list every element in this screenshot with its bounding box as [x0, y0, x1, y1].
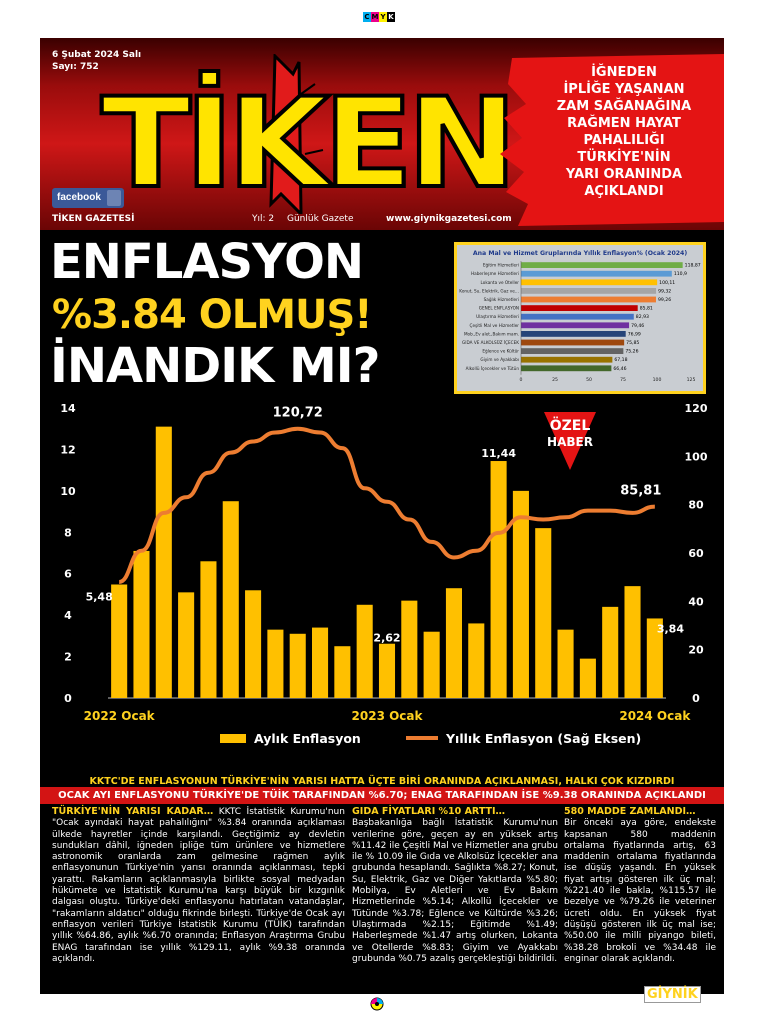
left-axis-tick: 8 — [64, 526, 72, 540]
inset-bar — [521, 348, 623, 354]
article-column — [564, 806, 716, 965]
left-axis-tick: 4 — [64, 609, 72, 623]
inset-value-label: 76,99 — [627, 332, 641, 338]
headline-line-1: ENFLASYON — [50, 234, 364, 290]
inset-category-label: Eğitim Hizmetleri — [482, 262, 519, 268]
right-axis-tick: 120 — [684, 402, 708, 415]
inset-value-label: 66,46 — [613, 366, 627, 372]
data-label: 85,81 — [620, 483, 662, 499]
monthly-bar — [401, 601, 417, 698]
inset-bar — [521, 357, 612, 363]
monthly-bar — [446, 588, 462, 698]
side-headline-line: TÜRKİYE'NİN — [577, 150, 671, 165]
monthly-bar — [245, 590, 261, 698]
logo-text: TİKEN — [101, 72, 487, 214]
monthly-bar — [468, 623, 484, 698]
inset-value-label: 67,18 — [614, 358, 628, 364]
x-axis-tick: 2023 Ocak — [351, 709, 423, 723]
inset-chart — [454, 242, 706, 394]
inset-value-label: 118,87 — [684, 263, 701, 269]
inset-category-label: Sağlık Hizmetleri — [483, 297, 519, 302]
inset-category-label: Giyim ve Ayakkabı — [480, 357, 519, 363]
monthly-bar — [491, 461, 507, 698]
legend-label: Aylık Enflasyon — [254, 731, 361, 746]
monthly-bar — [580, 659, 596, 698]
data-label: 120,72 — [272, 405, 323, 421]
subheadline-yellow: KKTC'DE ENFLASYONUN TÜRKİYE'NİN YARISI HATTA ÜÇTE BİRİ ORANINDA AÇIKLANMASI, HALKI ÇOK KIZDIRDI — [89, 776, 675, 787]
inset-value-label: 79,46 — [631, 323, 645, 329]
left-axis-tick: 2 — [64, 650, 72, 664]
right-axis-tick: 100 — [684, 450, 708, 464]
data-label: 11,44 — [481, 447, 516, 461]
inset-tick-label: 25 — [552, 377, 558, 383]
cmyk-c: C — [364, 13, 370, 21]
monthly-bar — [223, 501, 239, 698]
monthly-bar — [267, 630, 283, 698]
monthly-bar — [558, 630, 574, 698]
subheadline-red-bar: OCAK AYI ENFLASYONU TÜRKİYE'DE TÜİK TARAFINDAN %6.70; ENAG TARAFINDAN İSE %9.38 ORANINDA AÇIKLANDI — [40, 787, 724, 804]
inset-value-label: 82,93 — [635, 315, 649, 321]
cmyk-y: Y — [380, 13, 386, 21]
cmyk-m: M — [371, 13, 379, 21]
right-axis-tick: 20 — [688, 643, 704, 657]
inset-tick-label: 75 — [620, 377, 626, 383]
monthly-bar — [178, 592, 194, 698]
x-axis-tick: 2024 Ocak — [619, 709, 691, 723]
issue-date: 6 Şubat 2024 Salı — [52, 50, 142, 60]
inset-chart-title: Ana Mal ve Hizmet Gruplarında Yıllık Enflasyon% (Ocak 2024) — [472, 250, 688, 257]
side-headline — [526, 64, 722, 200]
x-axis-tick: 2022 Ocak — [83, 709, 155, 723]
cmyk-registration — [363, 12, 395, 22]
inset-category-label: GIDA VE ALKOLSÜZ İÇECEK — [462, 340, 519, 345]
side-headline-line: YARI ORANINDA — [565, 167, 683, 182]
article-heading: TÜRKİYE'NİN YARISI KADAR… — [52, 806, 214, 817]
paper-name: TİKEN GAZETESİ — [52, 214, 135, 224]
right-axis-tick: 0 — [692, 692, 700, 705]
inset-value-label: 75,85 — [626, 341, 640, 346]
inset-bar — [521, 262, 683, 268]
monthly-bar — [535, 528, 551, 698]
monthly-bar — [156, 427, 172, 698]
article-body: Başbakanlığa bağlı İstatistik Kurumu'nun verilerine göre, geçen ay en yüksek artış %11.42 ile Çeşitli Mal ve Hizmetler ana grubu ile % 10.09 ile Gıda ve Alkolsüz İçecekler ana grubunda hesaplandı. Sağlıkta %8.27; Konut, Su, Elektrik, Gaz ve Diğer Yakıtlarda %5.80; Mobilya, Ev Aletleri ve Ev Bakım Hizmetlerinde %5.14; Alkollü İçecekler ve Tütünde %3.78; Eğlence ve Kültürde %3.26; Ulaştırmada %2.15; Eğitimde %1.49; Haberleşmede %1.47 artış olurken, Lokanta ve Otellerde %8.83; Giyim ve Ayakkabı grubunda %0.75 azalış gerçekleştiği bildirildi. — [352, 818, 558, 964]
article-column — [352, 806, 558, 965]
inset-bar — [521, 288, 656, 294]
inset-tick-label: 125 — [686, 377, 696, 383]
haber-label: HABER — [547, 435, 593, 449]
inset-category-label: Konut, Su, Elektrik, Gaz ve… — [459, 288, 519, 294]
registration-mark-icon — [370, 997, 384, 1011]
inset-category-label: Alkollü İçecekler ve Tütün — [465, 365, 519, 371]
brand-logo: GİYNİK — [644, 986, 701, 1003]
right-axis-tick: 80 — [688, 498, 704, 512]
cmyk-k: K — [388, 13, 394, 21]
data-label: 2,62 — [373, 631, 401, 645]
inset-bar — [521, 314, 634, 320]
ozel-label: ÖZEL — [549, 418, 591, 434]
right-axis-tick: 60 — [688, 547, 704, 560]
legend-swatch-bar — [220, 734, 246, 743]
facebook-label: facebook — [57, 192, 101, 203]
left-axis-tick: 12 — [60, 443, 76, 457]
monthly-bar — [312, 628, 328, 698]
article-body: KKTC İstatistik Kurumu'nun "Ocak ayındaki hayat pahalılığını" %3.84 oranında açıklaması ülkede hayretler içinde karşılandı. Geçtiğimiz ay devletin sundukları dâhil, iğneden ipliğe tüm ürünlere ve hizmetlere astronomik oranlarda zam gelmesine rağmen aylık enflasyonunun Türkiye'nin yarısı oranında açıklanması, tepki yarattı. Rakamların açıklanmasıyla birlikte sosyal medyadan hükümete ve İstatistik Kurumu'na karşı büyük bir kızgınlık dalgası oluştu. Türkiye'deki enflasyonu hatırlatan vatandaşlar, "rakamların aldatıcı" olduğu fikrinde birleşti. Türkiye'de Ocak ayı enflasyon verileri Türkiye İstatistik Kurumu (TÜİK) tarafından yıllık %64.86, aylık %6.70 oranında; Enflasyon Araştırma Grubu ENAG tarafından ise yıllık %129.11, aylık %9.38 oranında açıklandı. — [52, 807, 345, 964]
inset-bar — [521, 305, 638, 311]
inset-category-label: Ulaştırma Hizmetleri — [476, 314, 519, 320]
left-axis-tick: 14 — [60, 402, 76, 415]
side-headline-line: RAĞMEN HAYAT — [567, 116, 681, 131]
inset-value-label: 99,26 — [657, 298, 672, 303]
side-headline-line: AÇIKLANDI — [584, 184, 664, 199]
article-body: Bir önceki aya göre, endekste kapsanan 580 maddenin ortalama fiyatlarında artış, 63 maddenin ortalama fiyatlarında ise düşüş yaşandı. En yüksek fiyat artışı gösteren ilk üç mal; %221.40 ile bakla, %115.57 ile bezelye ve %79.26 ile veteriner ücreti oldu. En yüksek fiyat düşüşü gösteren ilk üç mal ise; %50.00 ile milli piyango bileti, %38.28 brokoli ve %34.48 ile enginar olarak açıklandı. — [564, 818, 716, 964]
data-label: 3,84 — [656, 622, 684, 636]
publication-year: Yıl: 2 — [252, 214, 275, 224]
inset-category-label: GENEL ENFLASYON — [478, 305, 519, 311]
main-chart — [48, 394, 716, 756]
inset-value-label: 99,32 — [658, 289, 672, 295]
inset-bar — [521, 331, 626, 337]
side-headline-line: ZAM SAĞANAĞINA — [556, 99, 692, 114]
inset-bar — [521, 271, 672, 277]
website-link[interactable]: www.giynikgazetesi.com — [386, 214, 512, 224]
data-label: 5,48 — [85, 590, 113, 604]
monthly-bar — [290, 634, 306, 698]
monthly-bar — [624, 586, 640, 698]
monthly-bar — [200, 561, 216, 698]
right-axis-tick: 40 — [688, 595, 704, 609]
tiken-logo — [95, 54, 515, 214]
monthly-bar — [133, 551, 149, 698]
inset-tick-label: 50 — [586, 377, 592, 383]
article-column — [52, 806, 345, 965]
monthly-bar — [602, 607, 618, 698]
issue-number: Sayı: 752 — [52, 62, 99, 72]
monthly-bar — [334, 646, 350, 698]
inset-tick-label: 0 — [519, 377, 523, 383]
inset-tick-label: 100 — [652, 377, 662, 383]
inset-value-label: 100,11 — [659, 280, 676, 286]
inset-value-label: 110,9 — [673, 272, 687, 278]
inset-chart-svg — [457, 245, 703, 391]
monthly-bar — [379, 644, 395, 698]
inset-category-label: Çeşitli Mal ve Hizmetler — [469, 322, 519, 328]
side-headline-line: İĞNEDEN — [591, 65, 657, 80]
inset-bar — [521, 279, 657, 285]
inset-bar — [521, 297, 656, 303]
inset-value-label: 85,81 — [639, 306, 653, 312]
inset-category-label: Haberleşme Hizmetleri — [470, 271, 519, 277]
article-heading: GIDA FİYATLARI %10 ARTTI… — [352, 806, 506, 817]
inset-category-label: Eğlence ve Kültür — [482, 348, 519, 354]
monthly-bar — [111, 584, 127, 698]
left-axis-tick: 10 — [60, 484, 76, 498]
inset-category-label: Mob.,Ev alet.,Bakım mam. — [463, 331, 519, 337]
monthly-bar — [424, 632, 440, 698]
side-headline-line: İPLİĞE YAŞANAN — [563, 82, 685, 97]
article-heading: 580 MADDE ZAMLANDI… — [564, 806, 696, 817]
newspaper-page — [40, 38, 724, 994]
headline-line-2: %3.84 OLMUŞ! — [52, 292, 372, 338]
facebook-badge[interactable] — [52, 188, 124, 208]
inset-bar — [521, 365, 611, 371]
left-axis-tick: 0 — [64, 692, 72, 705]
inset-bar — [521, 340, 624, 346]
thumbs-up-icon — [107, 190, 121, 206]
publication-frequency: Günlük Gazete — [287, 214, 354, 224]
annual-inflation-line — [119, 429, 655, 582]
monthly-bar — [357, 605, 373, 698]
left-axis-tick: 6 — [64, 567, 72, 581]
side-headline-line: PAHALILIĞI — [583, 133, 665, 148]
headline-line-3: İNANDIK MI? — [50, 338, 380, 394]
monthly-bar — [513, 491, 529, 698]
legend-label: Yıllık Enflasyon (Sağ Eksen) — [446, 731, 642, 746]
inset-category-label: Lokanta ve Oteller — [480, 279, 519, 285]
inset-bar — [521, 322, 629, 328]
inset-value-label: 75,26 — [625, 349, 639, 355]
